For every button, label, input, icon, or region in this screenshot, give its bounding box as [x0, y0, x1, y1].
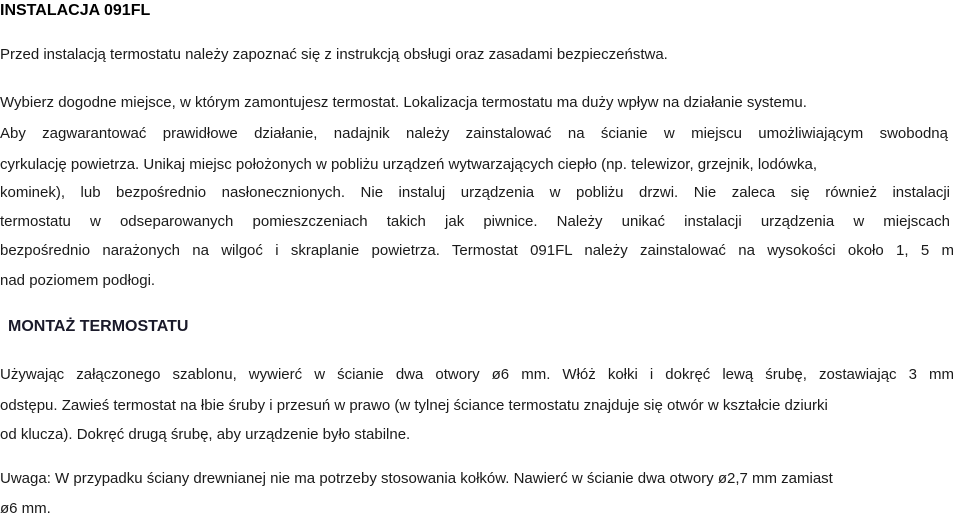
mount-line-2: odstępu. Zawieś termostat na łbie śruby i przesuń w prawo (w tylnej ściance termostatu znajduje się otwór w kształcie dziurki — [0, 397, 828, 414]
location-line-5: termostatu w odseparowanych pomieszczeniach takich jak piwnice. Należy unikać instalacji urządzenia w miejscach — [0, 213, 950, 230]
location-line-1: Wybierz dogodne miejsce, w którym zamontujesz termostat. Lokalizacja termostatu ma duży wpływ na działanie systemu. — [0, 94, 807, 111]
location-line-7: nad poziomem podłogi. — [0, 272, 156, 289]
location-line-2: Aby zagwarantować prawidłowe działanie, nadajnik należy zainstalować na ścianie w miejscu umożliwiającym swobodną — [0, 125, 948, 142]
heading-mounting: MONTAŻ TERMOSTATU — [8, 318, 189, 335]
heading-installation: INSTALACJA 091FL — [0, 2, 151, 19]
note-line-2: ø6 mm. — [0, 500, 51, 517]
location-line-3: cyrkulację powietrza. Unikaj miejsc położonych w pobliżu urządzeń wytwarzających ciepło (np. telewizor, grzejnik, lodówka, — [0, 156, 818, 173]
note-line-1: Uwaga: W przypadku ściany drewnianej nie ma potrzeby stosowania kołków. Nawierć w ścianie dwa otwory ø2,7 mm zamiast — [0, 470, 833, 487]
mount-line-3: od klucza). Dokręć drugą śrubę, aby urządzenie było stabilne. — [0, 426, 411, 443]
intro-paragraph: Przed instalacją termostatu należy zapoznać się z instrukcją obsługi oraz zasadami bezpieczeństwa. — [0, 46, 668, 63]
mount-line-1: Używając załączonego szablonu, wywierć w ścianie dwa otwory ø6 mm. Włóż kołki i dokręć lewą śrubę, zostawiając 3 mm — [0, 366, 954, 383]
location-line-6: bezpośrednio narażonych na wilgoć i skraplanie powietrza. Termostat 091FL należy zainstalować na wysokości około 1, 5 m — [0, 242, 954, 259]
location-line-4: kominek), lub bezpośrednio nasłonecznionych. Nie instaluj urządzenia w pobliżu drzwi. Nie zaleca się również instalacji — [0, 184, 950, 201]
